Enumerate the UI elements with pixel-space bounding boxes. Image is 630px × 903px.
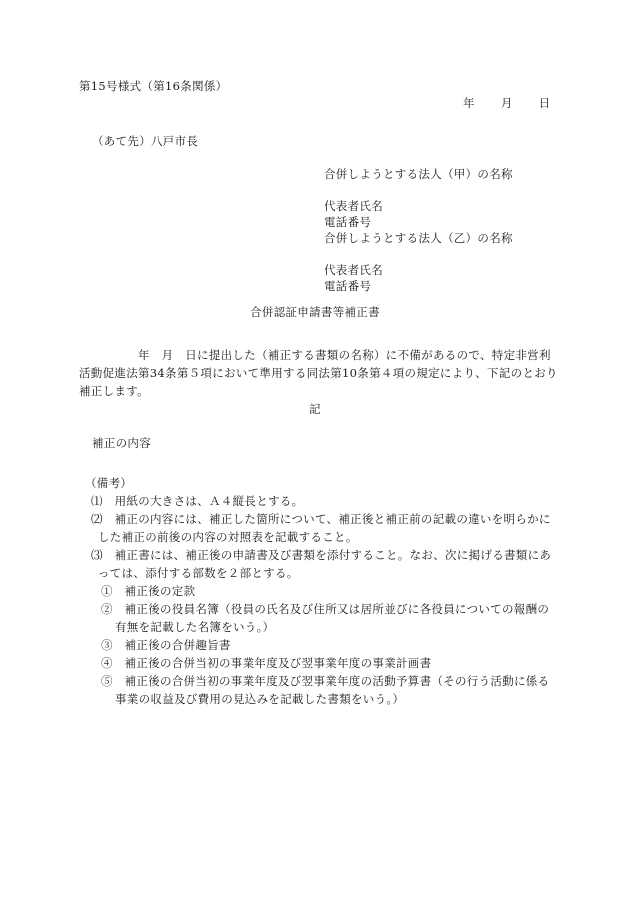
corp-a-name-label: 合併しようとする法人（甲）の名称: [324, 167, 513, 181]
note-2: ⑵ 補正の内容には、補正した箇所について、補正後と補正前の記載の違いを明らかに: [91, 512, 551, 526]
form-number-label: 第15号様式（第16条関係）: [79, 79, 228, 93]
addressee: （あて先）八戸市長: [92, 134, 199, 148]
notes-section: [85, 474, 555, 708]
list-item-2-cont: 有無を記載した名簿をいう。）: [115, 620, 275, 634]
body-paragraph: [79, 346, 558, 400]
note-1: ⑴ 用紙の大きさは、Ａ４縦長とする。: [91, 494, 304, 508]
list-item-4: ④ 補正後の合併当初の事業年度及び翌事業年度の事業計画書: [101, 656, 432, 670]
date-month: 月: [500, 96, 513, 110]
correction-content-label: 補正の内容: [92, 436, 151, 450]
rep-a-label: 代表者氏名: [324, 199, 383, 213]
note-3-cont: っては、添付する部数を２部とする。: [98, 566, 299, 580]
ki-heading: 記: [309, 402, 321, 416]
body-line-2: 活動促進法第34条第５項において準用する同法第10条第４項の規定により、下記のとおり: [79, 366, 558, 380]
list-item-5-cont: 事業の収益及び費用の見込みを記載した書類をいう。）: [115, 692, 405, 706]
note-2-cont: した補正の前後の内容の対照表を記載すること。: [98, 530, 358, 544]
date-line: [463, 96, 550, 110]
applicant-block: [324, 166, 513, 294]
list-item-3: ③ 補正後の合併趣旨書: [101, 638, 231, 652]
phone-a-label: 電話番号: [324, 215, 372, 229]
list-item-1: ① 補正後の定款: [101, 584, 196, 598]
document-title: 合併認証申請書等補正書: [250, 305, 380, 319]
notes-heading: （備考）: [85, 476, 133, 490]
date-year: 年: [463, 96, 475, 110]
note-3: ⑶ 補正書には、補正後の申請書及び書類を添付すること。なお、次に掲げる書類にあ: [91, 548, 552, 562]
date-day: 日: [538, 96, 551, 110]
rep-b-label: 代表者氏名: [324, 263, 383, 277]
list-item-5: ⑤ 補正後の合併当初の事業年度及び翌事業年度の活動予算書（その行う活動に係る: [101, 674, 550, 688]
list-item-2: ② 補正後の役員名簿（役員の氏名及び住所又は居所並びに各役員についての報酬の: [101, 602, 550, 616]
body-line-1: 年 月 日に提出した（補正する書類の名称）に不備があるので、特定非営利: [79, 348, 551, 362]
phone-b-label: 電話番号: [324, 279, 372, 293]
body-line-3: 補正します。: [79, 384, 149, 398]
corp-b-name-label: 合併しようとする法人（乙）の名称: [324, 231, 513, 245]
